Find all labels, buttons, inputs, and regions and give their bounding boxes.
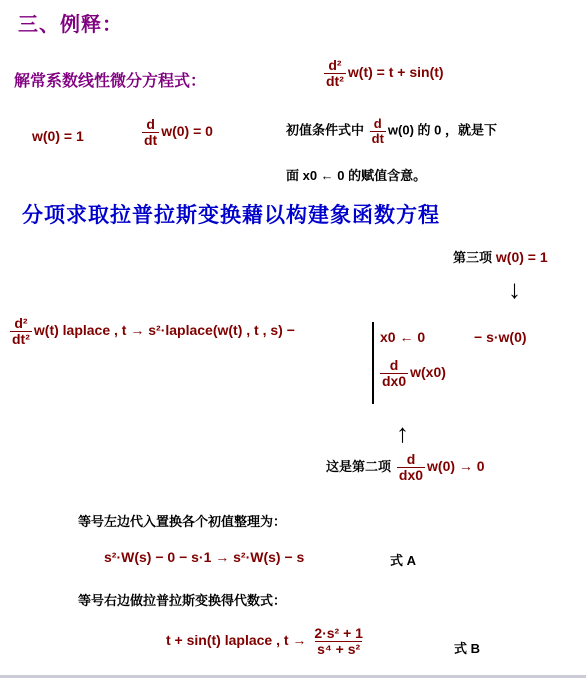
formula-a-expr: s²·W(s) − 0 − s·1 → s²·W(s) − s — [104, 549, 305, 565]
formula-b-num: 2·s² + 1 — [314, 625, 363, 641]
equation-intro-label: 解常系数线性微分方程式： — [14, 73, 207, 90]
right-side-label: 等号右边做拉普拉斯变换得代数式： — [78, 593, 287, 608]
section-title: 三、例释： — [18, 14, 123, 36]
note-den: dt — [371, 130, 384, 146]
note-part1: 初值条件式中 — [286, 122, 365, 138]
note-part2: w(0) 的 0 ，就是下 — [387, 122, 497, 138]
initial-dnum: d — [146, 116, 155, 132]
formula-a — [104, 549, 304, 565]
derivative-x0 — [378, 358, 446, 388]
derivative-x0-rest: w(x0) — [410, 363, 446, 380]
ode-equation — [322, 58, 444, 88]
initial-note-line1 — [286, 117, 497, 145]
formula-b-den: s⁴ + s² — [317, 640, 361, 657]
up-arrow-icon: ↑ — [396, 418, 409, 448]
laplace-lhs-fraction — [10, 316, 32, 346]
second-term-label: 这是第二项 — [326, 458, 392, 474]
ode-rest: w(t) = t + sin(t) — [347, 63, 444, 80]
third-term-expr: − s·w(0) — [474, 329, 527, 345]
laplace-lhs-num: d² — [14, 315, 28, 331]
laplace-lhs-rest: w(t) laplace , t → s²·laplace(w(t) , t , s) − — [33, 321, 295, 338]
laplace-heading: 分项求取拉普拉斯变换藉以构建象函数方程 — [22, 202, 440, 227]
second-term-num: d — [406, 451, 416, 467]
ode-derivative-fraction — [324, 58, 346, 88]
formula-b — [166, 626, 367, 656]
second-term-den: dx0 — [398, 466, 424, 483]
left-side-label: 等号左边代入置换各个初值整理为： — [78, 514, 287, 529]
initial-dden: dt — [144, 131, 158, 148]
laplace-lhs — [8, 316, 295, 346]
down-arrow-icon: ↓ — [508, 274, 521, 304]
second-term-note — [326, 452, 485, 482]
derivative-x0-num: d — [389, 357, 399, 373]
third-term-note — [453, 247, 548, 266]
formula-a-tag: 式 A — [390, 553, 417, 568]
formula-b-lhs: t + sin(t) laplace , t → — [166, 631, 307, 648]
second-term-rest: w(0) → 0 — [427, 457, 485, 474]
initial-w0: w(0) = 1 — [32, 128, 84, 144]
third-term-value: w(0) = 1 — [495, 249, 548, 265]
ode-num: d² — [328, 57, 342, 73]
eval-bar — [372, 322, 374, 404]
assign-x0: x0 ← 0 — [380, 329, 426, 345]
note-fraction — [370, 117, 386, 145]
second-term-fraction — [397, 452, 425, 482]
ode-den: dt² — [326, 72, 344, 89]
laplace-lhs-den: dt² — [12, 330, 30, 347]
formula-b-fraction — [312, 626, 365, 656]
initial-derivative-fraction — [142, 117, 159, 147]
derivative-x0-fraction — [380, 358, 408, 388]
third-term-label: 第三项 — [453, 250, 493, 265]
note-num: d — [373, 116, 382, 131]
derivative-x0-den: dx0 — [382, 372, 407, 389]
initial-derivative — [140, 117, 213, 147]
formula-b-tag: 式 B — [454, 641, 481, 656]
initial-dw0: w(0) = 0 — [161, 122, 213, 139]
initial-note-line2: 面 x0 ← 0 的赋值含意。 — [286, 168, 427, 183]
